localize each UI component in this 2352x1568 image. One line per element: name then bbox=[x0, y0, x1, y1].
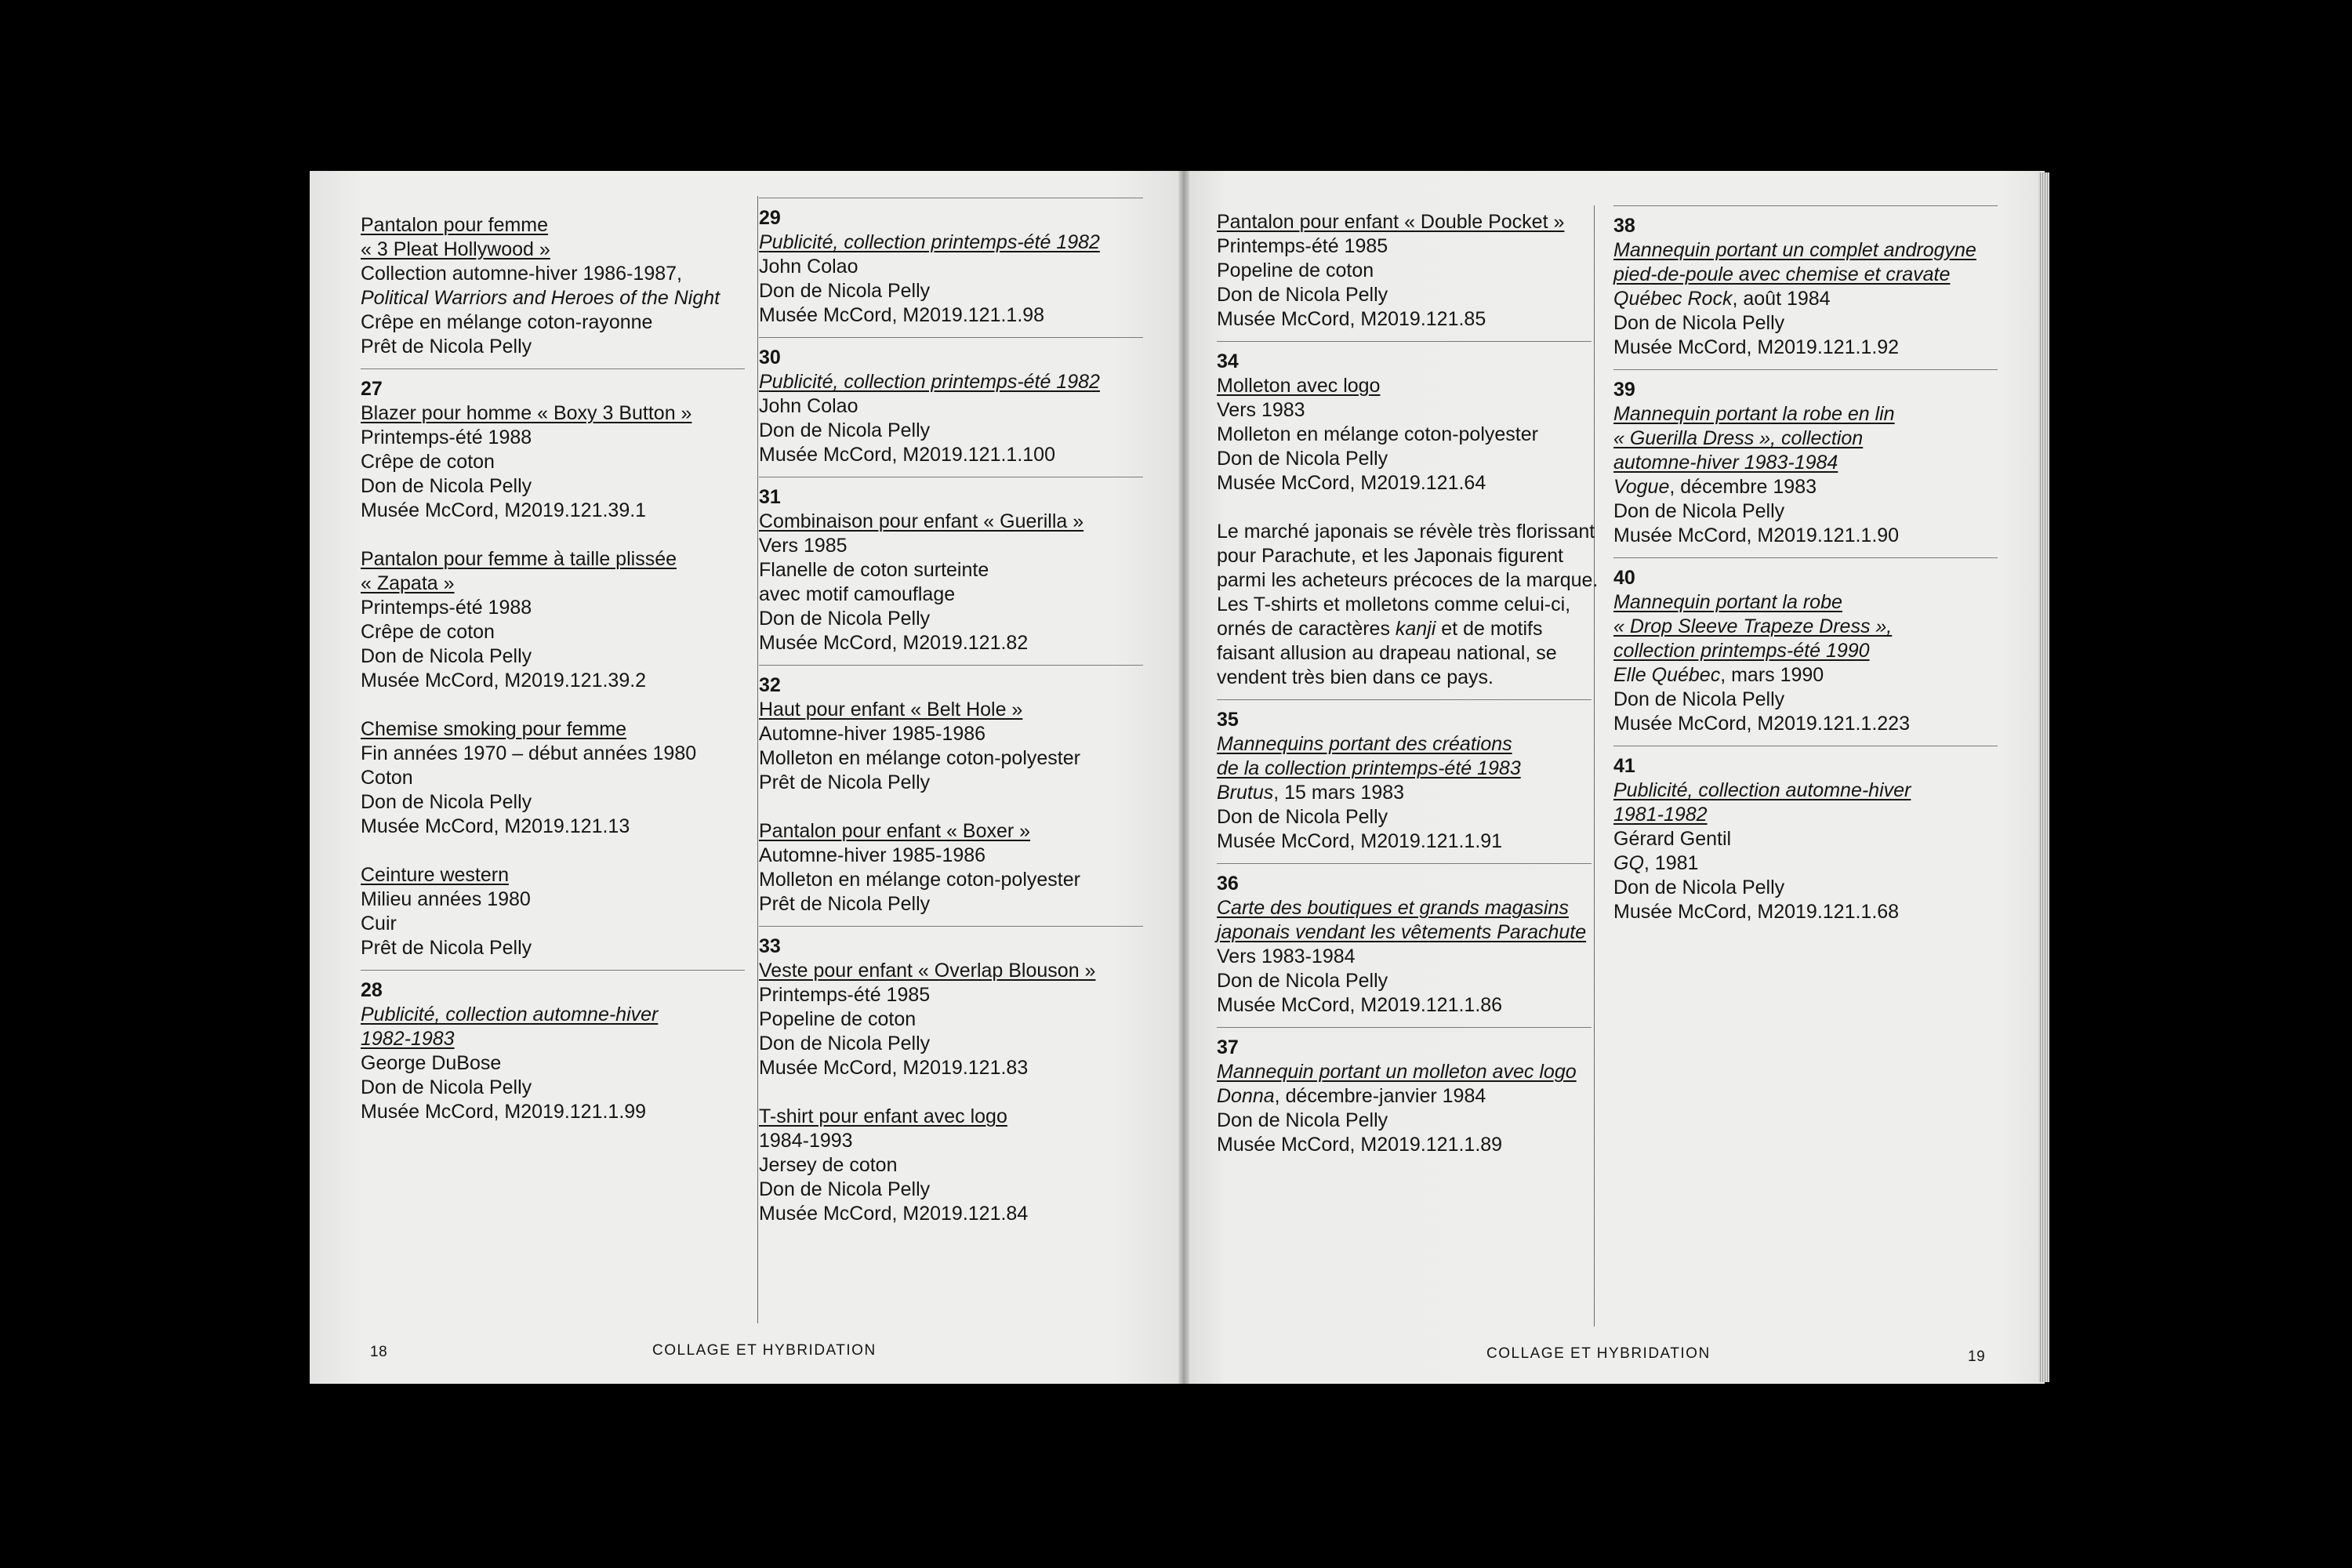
page-number-right: 19 bbox=[1968, 1348, 1986, 1365]
entry-title: Mannequin portant la robe en lin bbox=[1613, 403, 1895, 425]
entry-line: avec motif camouflage bbox=[759, 583, 956, 605]
entry-line: Don de Nicola Pelly bbox=[1613, 500, 1785, 522]
entry-title: Combinaison pour enfant « Guerilla » bbox=[759, 510, 1084, 532]
entry-line: Musée McCord, M2019.121.84 bbox=[759, 1203, 1029, 1225]
running-head-right: COLLAGE ET HYBRIDATION bbox=[1486, 1345, 1711, 1362]
entry-line: Don de Nicola Pelly bbox=[361, 475, 532, 497]
entry-36 bbox=[1217, 872, 1592, 1018]
entry-line: Crêpe de coton bbox=[361, 621, 495, 643]
entry-title: « Drop Sleeve Trapeze Dress », bbox=[1613, 615, 1893, 637]
entry-title: Publicité, collection printemps-été 1982 bbox=[759, 231, 1100, 253]
entry-line: Don de Nicola Pelly bbox=[361, 645, 532, 667]
entry-title: de la collection printemps-été 1983 bbox=[1217, 757, 1521, 779]
entry-title: « Zapata » bbox=[361, 572, 455, 594]
entry-line: Popeline de coton bbox=[759, 1008, 916, 1030]
entry-line: John Colao bbox=[759, 395, 858, 417]
entry-number: 39 bbox=[1613, 379, 1635, 401]
entry-divider bbox=[1613, 369, 1998, 370]
publication-date: , mars 1990 bbox=[1720, 664, 1824, 686]
entry-line: Don de Nicola Pelly bbox=[1613, 877, 1785, 898]
entry-line: Coton bbox=[361, 767, 413, 789]
entry-line: Musée McCord, M2019.121.1.89 bbox=[1217, 1134, 1503, 1156]
entry-27-ceinture bbox=[361, 863, 745, 960]
entry-divider bbox=[1217, 863, 1592, 864]
entry-line: Don de Nicola Pelly bbox=[1613, 688, 1785, 710]
entry-line: Don de Nicola Pelly bbox=[1217, 806, 1388, 828]
entry-divider bbox=[1613, 557, 1998, 558]
paragraph-text: ornés de caractères bbox=[1217, 618, 1396, 640]
entry-divider bbox=[1217, 341, 1592, 342]
entry-line: Vers 1983 bbox=[1217, 399, 1305, 421]
entry-number: 32 bbox=[759, 674, 781, 696]
entry-33-continued bbox=[1217, 210, 1592, 332]
column-2 bbox=[759, 187, 1143, 1226]
entry-divider bbox=[1217, 1027, 1592, 1028]
entry-number: 30 bbox=[759, 347, 781, 368]
entry-title: Blazer pour homme « Boxy 3 Button » bbox=[361, 402, 692, 424]
entry-number: 36 bbox=[1217, 873, 1239, 895]
entry-line: Musée McCord, M2019.121.1.90 bbox=[1613, 524, 1900, 546]
entry-number: 37 bbox=[1217, 1036, 1239, 1058]
entry-title: collection printemps-été 1990 bbox=[1613, 640, 1870, 662]
entry-line: Don de Nicola Pelly bbox=[759, 1033, 931, 1054]
entry-line: Printemps-été 1985 bbox=[1217, 235, 1388, 257]
entry-number: 40 bbox=[1613, 567, 1635, 589]
entry-number: 38 bbox=[1613, 215, 1635, 237]
entry-title: Haut pour enfant « Belt Hole » bbox=[759, 699, 1023, 720]
entry-divider bbox=[1217, 699, 1592, 700]
entry-line: Molleton en mélange coton-polyester bbox=[1217, 423, 1538, 445]
paragraph-line: pour Parachute, et les Japonais figurent bbox=[1217, 545, 1563, 567]
entry-publication-line bbox=[1613, 287, 1998, 311]
entry-line: Don de Nicola Pelly bbox=[361, 791, 532, 813]
entry-line: Musée McCord, M2019.121.1.91 bbox=[1217, 830, 1503, 852]
entry-title: Veste pour enfant « Overlap Blouson » bbox=[759, 960, 1096, 982]
entry-line: Gérard Gentil bbox=[1613, 828, 1732, 850]
page-number-left: 18 bbox=[370, 1344, 388, 1360]
entry-line: Don de Nicola Pelly bbox=[361, 1076, 532, 1098]
entry-publication-line bbox=[1613, 851, 1998, 876]
column-rule-right bbox=[1594, 205, 1595, 1327]
entry-line: John Colao bbox=[759, 256, 858, 278]
publication-date: , 1981 bbox=[1643, 852, 1699, 874]
entry-line: Cuir bbox=[361, 913, 397, 935]
entry-27-chemise bbox=[361, 717, 745, 839]
publication-date: , décembre-janvier 1984 bbox=[1274, 1085, 1486, 1107]
entry-title: T-shirt pour enfant avec logo bbox=[759, 1105, 1007, 1127]
paragraph-line: Le marché japonais se révèle très florissant bbox=[1217, 521, 1595, 543]
entry-line-italic: Political Warriors and Heroes of the Night bbox=[361, 287, 720, 309]
entry-publication-line bbox=[1613, 663, 1998, 688]
entry-line: Don de Nicola Pelly bbox=[1613, 312, 1785, 334]
entry-line: Vers 1983-1984 bbox=[1217, 946, 1356, 967]
entry-divider bbox=[361, 970, 745, 971]
entry-publication-line bbox=[1217, 781, 1592, 805]
entry-title: Carte des boutiques et grands magasins bbox=[1217, 897, 1569, 919]
entry-line: Crêpe de coton bbox=[361, 451, 495, 473]
entry-41 bbox=[1613, 754, 1998, 924]
entry-line: Musée McCord, M2019.121.39.1 bbox=[361, 499, 647, 521]
publication-name: Vogue bbox=[1613, 476, 1670, 498]
entry-line: Don de Nicola Pelly bbox=[1217, 284, 1388, 306]
entry-line: Prêt de Nicola Pelly bbox=[361, 937, 532, 959]
publication-name: Donna bbox=[1217, 1085, 1275, 1107]
entry-number: 35 bbox=[1217, 709, 1239, 731]
entry-line: Don de Nicola Pelly bbox=[759, 608, 931, 630]
entry-divider bbox=[361, 368, 745, 369]
paragraph-line: parmi les acheteurs précoces de la marque. bbox=[1217, 569, 1599, 591]
commentary-paragraph bbox=[1217, 520, 1599, 690]
entry-37 bbox=[1217, 1036, 1592, 1157]
entry-26-continued bbox=[361, 213, 745, 359]
entry-line: Musée McCord, M2019.121.1.98 bbox=[759, 304, 1045, 326]
entry-number: 31 bbox=[759, 486, 781, 508]
entry-28 bbox=[361, 978, 745, 1124]
entry-number: 27 bbox=[361, 378, 383, 400]
entry-line: Vers 1985 bbox=[759, 535, 848, 557]
entry-line: Don de Nicola Pelly bbox=[1217, 448, 1388, 470]
publication-name: Elle Québec bbox=[1613, 664, 1721, 686]
publication-name: Brutus bbox=[1217, 782, 1274, 804]
entry-number: 33 bbox=[759, 935, 781, 957]
entry-title: « 3 Pleat Hollywood » bbox=[361, 238, 550, 260]
entry-line: Musée McCord, M2019.121.1.68 bbox=[1613, 901, 1900, 923]
entry-line: Don de Nicola Pelly bbox=[759, 1178, 931, 1200]
entry-number: 34 bbox=[1217, 350, 1239, 372]
entry-line: Don de Nicola Pelly bbox=[759, 280, 931, 302]
entry-27 bbox=[361, 377, 745, 523]
entry-line: Milieu années 1980 bbox=[361, 888, 531, 910]
entry-line: Molleton en mélange coton-polyester bbox=[759, 747, 1080, 769]
paragraph-line: faisant allusion au drapeau national, se bbox=[1217, 642, 1557, 664]
entry-38 bbox=[1613, 214, 1998, 360]
entry-line: Prêt de Nicola Pelly bbox=[759, 893, 931, 915]
entry-divider bbox=[759, 337, 1143, 338]
entry-line: Automne-hiver 1985-1986 bbox=[759, 723, 986, 745]
entry-publication-line bbox=[1613, 475, 1998, 499]
entry-title: Chemise smoking pour femme bbox=[361, 718, 627, 740]
entry-line: Musée McCord, M2019.121.1.92 bbox=[1613, 336, 1900, 358]
book-gutter bbox=[1178, 171, 1189, 1384]
entry-title: japonais vendant les vêtements Parachute bbox=[1217, 921, 1587, 943]
entry-line: Prêt de Nicola Pelly bbox=[361, 336, 532, 358]
entry-line: Flanelle de coton surteinte bbox=[759, 559, 989, 581]
entry-33-tshirt bbox=[759, 1105, 1143, 1226]
entry-32-pantalon bbox=[759, 819, 1143, 916]
entry-title: Molleton avec logo bbox=[1217, 375, 1381, 397]
column-rule-left bbox=[757, 196, 758, 1323]
column-3 bbox=[1217, 210, 1599, 1157]
entry-line: 1984-1993 bbox=[759, 1130, 853, 1152]
entry-line: Popeline de coton bbox=[1217, 260, 1374, 281]
entry-title: Pantalon pour enfant « Double Pocket » bbox=[1217, 211, 1565, 233]
entry-34 bbox=[1217, 350, 1592, 495]
entry-title: Mannequin portant un complet androgyne bbox=[1613, 239, 1976, 261]
entry-title: Mannequin portant un molleton avec logo bbox=[1217, 1061, 1577, 1083]
column-4 bbox=[1613, 196, 1998, 924]
entry-line: Musée McCord, M2019.121.1.223 bbox=[1613, 713, 1910, 735]
entry-line: Jersey de coton bbox=[759, 1154, 898, 1176]
entry-title: 1982-1983 bbox=[361, 1028, 455, 1050]
entry-line: Collection automne-hiver 1986-1987, bbox=[361, 263, 682, 285]
entry-title: Pantalon pour femme à taille plissée bbox=[361, 548, 677, 570]
entry-30 bbox=[759, 346, 1143, 467]
entry-line: Prêt de Nicola Pelly bbox=[759, 771, 931, 793]
paragraph-line: vendent très bien dans ce pays. bbox=[1217, 666, 1494, 688]
entry-number: 29 bbox=[759, 207, 781, 229]
entry-32 bbox=[759, 673, 1143, 795]
entry-title: Publicité, collection automne-hiver bbox=[1613, 779, 1911, 801]
entry-line: Musée McCord, M2019.121.39.2 bbox=[361, 670, 647, 691]
entry-line: Musée McCord, M2019.121.82 bbox=[759, 632, 1029, 654]
entry-line: Crêpe en mélange coton-rayonne bbox=[361, 311, 653, 333]
entry-number: 41 bbox=[1613, 755, 1635, 777]
entry-29 bbox=[759, 206, 1143, 328]
entry-line: Musée McCord, M2019.121.1.100 bbox=[759, 444, 1055, 466]
entry-line: Printemps-été 1985 bbox=[759, 984, 931, 1006]
entry-40 bbox=[1613, 566, 1998, 736]
paragraph-text: et de motifs bbox=[1436, 618, 1543, 640]
entry-publication-line bbox=[1217, 1084, 1592, 1109]
entry-39 bbox=[1613, 378, 1998, 548]
entry-title: pied-de-poule avec chemise et cravate bbox=[1613, 263, 1951, 285]
entry-title: Publicité, collection automne-hiver bbox=[361, 1004, 659, 1025]
entry-line: Musée McCord, M2019.121.1.99 bbox=[361, 1101, 647, 1123]
publication-date: , décembre 1983 bbox=[1669, 476, 1817, 498]
entry-number: 28 bbox=[361, 979, 383, 1001]
entry-line: Printemps-été 1988 bbox=[361, 426, 532, 448]
paragraph-line bbox=[1217, 617, 1592, 641]
entry-line: Musée McCord, M2019.121.13 bbox=[361, 815, 630, 837]
entry-title: Mannequins portant des créations bbox=[1217, 733, 1512, 755]
page-stack-edge bbox=[2038, 172, 2049, 1382]
entry-title: Mannequin portant la robe bbox=[1613, 591, 1842, 613]
entry-31 bbox=[759, 485, 1143, 655]
entry-title: 1981-1982 bbox=[1613, 804, 1708, 826]
publication-date: , août 1984 bbox=[1732, 288, 1831, 310]
entry-title: « Guerilla Dress », collection bbox=[1613, 427, 1864, 449]
entry-line: Automne-hiver 1985-1986 bbox=[759, 844, 986, 866]
entry-27-pantalon bbox=[361, 547, 745, 693]
entry-line: Musée McCord, M2019.121.1.86 bbox=[1217, 994, 1503, 1016]
entry-line: Molleton en mélange coton-polyester bbox=[759, 869, 1080, 891]
column-1 bbox=[361, 213, 745, 1124]
entry-35 bbox=[1217, 708, 1592, 854]
entry-divider bbox=[759, 665, 1143, 666]
entry-title: automne-hiver 1983-1984 bbox=[1613, 452, 1838, 474]
entry-title: Pantalon pour enfant « Boxer » bbox=[759, 820, 1031, 842]
running-head-left: COLLAGE ET HYBRIDATION bbox=[652, 1342, 877, 1359]
entry-line: Don de Nicola Pelly bbox=[1217, 1109, 1388, 1131]
entry-line: George DuBose bbox=[361, 1052, 502, 1074]
publication-name: GQ bbox=[1613, 852, 1644, 874]
entry-line: Musée McCord, M2019.121.85 bbox=[1217, 308, 1486, 330]
entry-title: Publicité, collection printemps-été 1982 bbox=[759, 371, 1100, 393]
publication-name: Québec Rock bbox=[1613, 288, 1733, 310]
entry-33 bbox=[759, 935, 1143, 1080]
entry-line: Don de Nicola Pelly bbox=[1217, 970, 1388, 992]
entry-divider bbox=[1613, 205, 1998, 206]
paragraph-italic-word: kanji bbox=[1395, 618, 1436, 640]
publication-date: , 15 mars 1983 bbox=[1273, 782, 1405, 804]
entry-line: Printemps-été 1988 bbox=[361, 597, 532, 619]
entry-line: Musée McCord, M2019.121.83 bbox=[759, 1057, 1029, 1079]
paragraph-line: Les T-shirts et molletons comme celui-ci, bbox=[1217, 593, 1571, 615]
entry-line: Fin années 1970 – début années 1980 bbox=[361, 742, 697, 764]
entry-title: Pantalon pour femme bbox=[361, 214, 549, 236]
entry-line: Don de Nicola Pelly bbox=[759, 419, 931, 441]
entry-title: Ceinture western bbox=[361, 864, 509, 886]
entry-line: Musée McCord, M2019.121.64 bbox=[1217, 472, 1486, 494]
entry-divider bbox=[759, 926, 1143, 927]
